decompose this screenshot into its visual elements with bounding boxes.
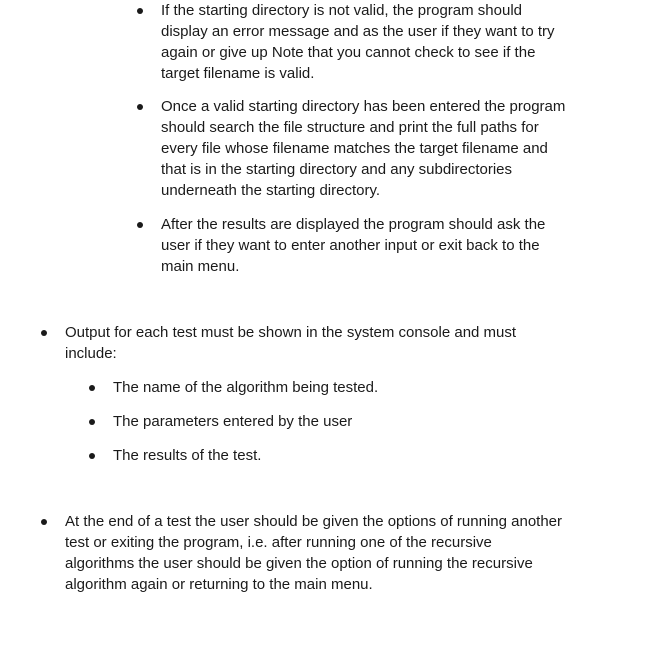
list-item-line: The name of the algorithm being tested. <box>113 379 379 396</box>
list-item <box>161 96 631 201</box>
list-item <box>113 445 613 466</box>
list-item <box>65 322 635 364</box>
bullet-icon <box>137 222 143 228</box>
list-item-line: that is in the starting directory and any subdirectories <box>161 161 513 178</box>
bullet-icon <box>137 8 143 14</box>
list-item-line: test or exiting the program, i.e. after running one of the recursive <box>65 534 492 551</box>
bullet-icon <box>41 519 47 525</box>
list-item-line: underneath the starting directory. <box>161 182 381 199</box>
bullet-icon <box>89 385 95 391</box>
bullet-icon <box>89 453 95 459</box>
list-item-line: At the end of a test the user should be given the options of running another <box>65 513 563 530</box>
list-item-line: target filename is valid. <box>161 65 315 82</box>
list-item <box>65 511 645 595</box>
bullet-icon <box>89 419 95 425</box>
list-item-line: The parameters entered by the user <box>113 413 353 430</box>
list-item <box>113 377 613 398</box>
list-item-line: If the starting directory is not valid, the program should <box>161 2 523 19</box>
list-item <box>161 0 631 84</box>
list-item-line: include: <box>65 345 117 362</box>
list-item-line: algorithm again or returning to the main menu. <box>65 576 373 593</box>
list-item-line: After the results are displayed the program should ask the <box>161 216 546 233</box>
list-item-line: main menu. <box>161 258 240 275</box>
list-item-line: should search the file structure and print the full paths for <box>161 119 539 136</box>
bullet-icon <box>41 330 47 336</box>
list-item-line: display an error message and as the user if they want to try <box>161 23 555 40</box>
list-item-line: user if they want to enter another input or exit back to the <box>161 237 540 254</box>
list-item-line: algorithms the user should be given the option of running the recursive <box>65 555 533 572</box>
list-item-line: Once a valid starting directory has been entered the program <box>161 98 566 115</box>
list-item-line: The results of the test. <box>113 447 262 464</box>
list-item <box>161 214 631 277</box>
list-item <box>113 411 613 432</box>
list-item-line: Output for each test must be shown in the system console and must <box>65 324 517 341</box>
list-item-line: again or give up Note that you cannot check to see if the <box>161 44 536 61</box>
bullet-icon <box>137 104 143 110</box>
list-item-line: every file whose filename matches the target filename and <box>161 140 548 157</box>
